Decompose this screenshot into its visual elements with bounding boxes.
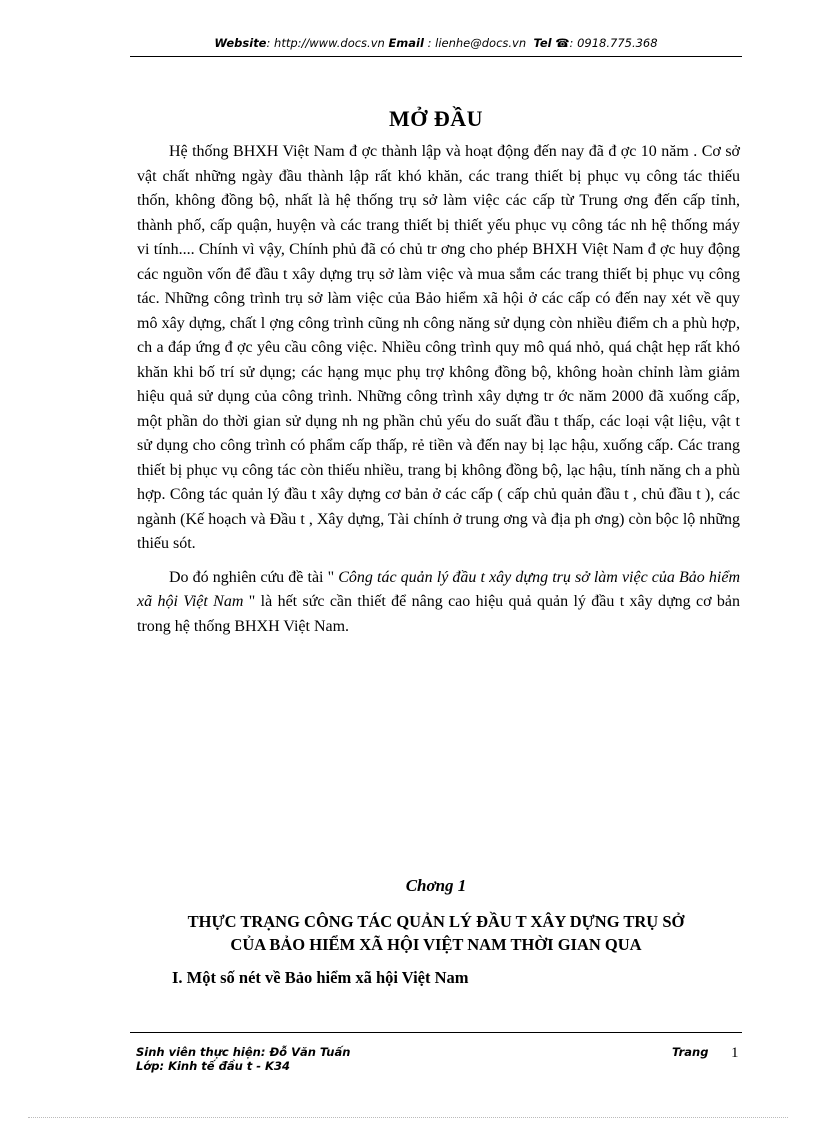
footer-page-number: 1 xyxy=(731,1045,739,1061)
website-label: Website xyxy=(214,36,267,50)
page-title: MỞ ĐẦU xyxy=(388,106,484,131)
bottom-dotted-divider xyxy=(28,1117,788,1118)
paragraph-2-end: " là hết sức cần thiết để nâng cao hiệu quả quản lý đầu t xây dựng cơ bản trong hệ thống BHXH Việt Nam. xyxy=(137,593,740,635)
tel-label: Tel xyxy=(533,36,552,50)
email-label: Email xyxy=(388,36,424,50)
section-heading: I. Một số nét về Bảo hiểm xã hội Việt Nam xyxy=(172,968,469,987)
paragraph-1: Hệ thống BHXH Việt Nam đ ợc thành lập và hoạt động đến nay đã đ ợc 10 năm . Cơ sở vật chất những ngày đầu thành lập rất khó khăn, các trang thiết bị phục vụ công tác thiếu thốn, không đồng bộ, nhất là hệ thống trụ sở làm việc các cấp từ Trung ơng đến cấp tỉnh, thành phố, cấp quận, huyện và các trang thiết bị thiết yếu phục vụ công tác nh hệ thống máy vi tính.... Chính vì vậy, Chính phủ đã có chủ tr ơng cho phép BHXH Việt Nam đ ợc huy động các nguồn vốn để đầu t xây dựng trụ sở làm việc và mua sắm các trang thiết bị phục vụ công tác. Những công trình trụ sở làm việc của Bảo hiểm xã hội ở các cấp có đến nay xét về quy mô xây dựng, chất l ợng công trình cũng nh công năng sử dụng còn nhiều điểm ch a phù hợp, ch a đáp ứng đ ợc yêu cầu công việc. Nhiều công trình quy mô quá nhỏ, quá chật hẹp rất khó khăn khi bố trí sử dụng; các hạng mục phụ trợ không đồng bộ, không hoàn chỉnh làm giảm hiệu quả sử dụng của công trình. Những công trình xây dựng tr ớc năm 2000 đã xuống cấp, một phần do thời gian sử dụng nh ng phần chủ yếu do suất đầu t thấp, các loại vật liệu, vật t sử dụng cho công trình có phẩm cấp thấp, rẻ tiền và đến nay bị lạc hậu, xuống cấp. Các trang thiết bị phục vụ công tác còn thiếu nhiều, trang bị không đồng bộ, lạc hậu, tính năng ch a phù hợp. Công tác quản lý đầu t xây dựng cơ bản ở các cấp ( cấp chủ quản đầu t , chủ đầu t ), các ngành (Kế hoạch và Đầu t , Xây dựng, Tài chính ở trung ơng và địa ph ơng) còn bộc lộ những thiếu sót. xyxy=(137,143,740,552)
chapter-label: Chơng 1 xyxy=(405,876,467,895)
paragraph-2-start: Do đó nghiên cứu đề tài " xyxy=(169,568,335,586)
email-value: : lienhe@docs.vn xyxy=(423,36,527,50)
page-footer xyxy=(130,1032,742,1077)
footer-page-label: Trang xyxy=(672,1045,709,1059)
body-text xyxy=(137,140,740,639)
tel-value: : 0918.775.368 xyxy=(569,36,658,50)
paragraph-2 xyxy=(137,566,740,640)
chapter-title-line-1: THỰC TRẠNG CÔNG TÁC QUẢN LÝ ĐẦU T XÂY DỰNG TRỤ SỞ xyxy=(187,912,685,931)
page-header xyxy=(130,36,742,57)
chapter-title xyxy=(130,910,742,956)
website-value: : http://www.docs.vn xyxy=(266,36,385,50)
footer-class: Lớp: Kinh tế đầu t - K34 xyxy=(136,1059,290,1073)
footer-student: Sinh viên thực hiện: Đỗ Văn Tuấn xyxy=(136,1045,351,1059)
chapter-title-line-2: CỦA BẢO HIỂM XÃ HỘI VIỆT NAM THỜI GIAN QUA xyxy=(230,935,642,954)
thesis-topic: Công tác quản lý đầu t xây dựng trụ sở làm việc của Bảo hiểm xã hội Việt Nam xyxy=(137,568,740,610)
phone-icon: ☎ xyxy=(555,36,570,50)
